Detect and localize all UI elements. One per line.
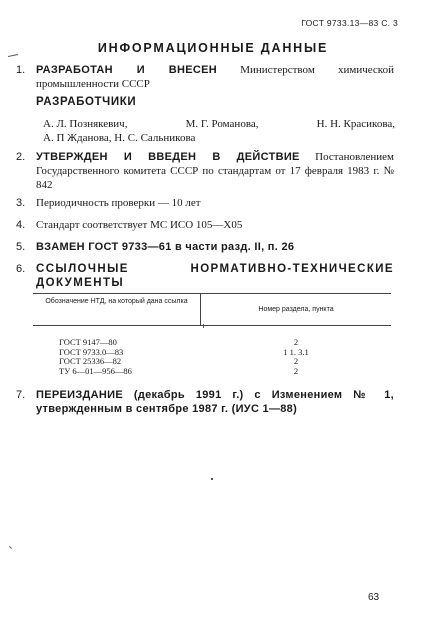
scan-speck <box>211 478 213 480</box>
item-4 <box>16 218 394 232</box>
item-4-number: 4. <box>16 219 26 231</box>
table-cell-doc: ТУ 6—01—956—86 <box>59 365 132 376</box>
table-header-rule <box>33 325 391 326</box>
item-1-number: 1. <box>16 64 26 76</box>
item-3-number: 3. <box>16 197 26 209</box>
table-cell-doc: ГОСТ 9733.0—83 <box>59 346 124 357</box>
item-4-text: Стандарт соответствует МС ИСО 105—Х05 <box>36 219 243 231</box>
item-5-text: ВЗАМЕН ГОСТ 9733—61 в части разд. II, п. 26 <box>36 241 295 253</box>
item-3-text: Периодичность проверки — 10 лет <box>36 197 201 209</box>
item-2 <box>16 150 394 192</box>
page-header: ГОСТ 9733.13—83 С. 3 <box>301 18 398 28</box>
developers-list <box>43 117 395 145</box>
table-cell-doc: ГОСТ 9147—80 <box>59 337 117 347</box>
item-6 <box>16 262 394 290</box>
scan-speck <box>9 546 12 549</box>
item-1-caps: РАЗРАБОТАН И ВНЕСЕН <box>36 64 217 76</box>
item-7-text: (декабрь 1991 г.) с Изменением № 1, утвержденным в сентябре 1987 г. (ИУС 1—88) <box>36 389 395 415</box>
table-header-section: Номер раздела, пункта <box>258 306 334 313</box>
item-5-number: 5. <box>16 241 26 253</box>
item-2-caps: УТВЕРЖДЕН И ВВЕДЕН В ДЕЙСТВИЕ <box>36 151 300 163</box>
table-top-rule <box>33 293 391 294</box>
table-cell-ref: 2 <box>293 356 299 366</box>
table-cell-ref: 2 <box>293 365 299 376</box>
developer-name: М. Г. Романова, <box>185 118 259 130</box>
table-cell-doc: ГОСТ 25336—82 <box>59 356 122 366</box>
scan-speck <box>203 324 204 328</box>
table-header-document: Обозначение НТД, на который дана ссылка <box>45 298 188 305</box>
reference-table <box>33 293 391 377</box>
developer-name: А. Л. Познякевич, <box>43 118 128 130</box>
item-6-text: ССЫЛОЧНЫЕ НОРМАТИВНО-ТЕХНИЧЕСКИЕ ДОКУМЕНТЫ <box>36 263 394 289</box>
developers-heading: РАЗРАБОТЧИКИ <box>36 96 137 108</box>
item-7-number: 7. <box>16 389 26 401</box>
item-2-text: Постановлением Государственного комитета СССР по стандартам от 17 февраля 1983 г. № 842 <box>36 151 394 191</box>
item-3 <box>16 196 394 210</box>
item-7 <box>16 388 394 416</box>
table-section-column <box>201 338 391 376</box>
page-number: 63 <box>368 592 380 603</box>
item-5 <box>16 240 394 254</box>
table-cell-ref: 1 1. 3.1 <box>283 346 309 357</box>
table-document-column <box>59 338 199 376</box>
item-6-number: 6. <box>16 263 26 275</box>
developer-names-row: А. П Жданова, Н. С. Сальникова <box>43 132 196 144</box>
section-title: ИНФОРМАЦИОННЫЕ ДАННЫЕ <box>97 41 329 55</box>
item-7-caps: ПЕРЕИЗДАНИЕ <box>36 389 123 401</box>
developer-name: Н. Н. Красикова, <box>316 118 395 130</box>
item-1-text: Министерством химической промышленности СССР <box>36 64 394 90</box>
table-cell-ref: 2 <box>293 337 299 347</box>
item-1 <box>16 63 394 91</box>
item-2-number: 2. <box>16 151 26 163</box>
